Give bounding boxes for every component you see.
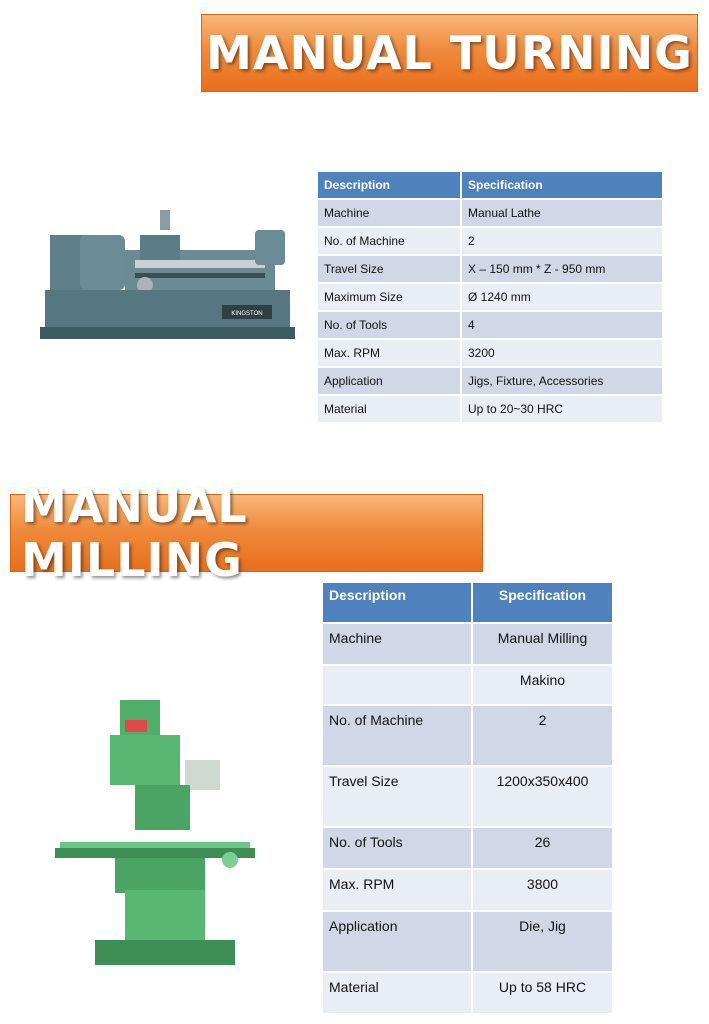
lathe-nameplate: KINGSTON bbox=[231, 311, 263, 317]
table-cell: 26 bbox=[473, 828, 614, 870]
table-cell: Jigs, Fixture, Accessories bbox=[462, 368, 664, 396]
table-cell: Manual Milling bbox=[473, 624, 614, 666]
table-cell: Machine bbox=[323, 624, 473, 666]
table-row bbox=[318, 312, 664, 340]
table-cell: Manual Lathe bbox=[462, 200, 664, 228]
description-header: Description bbox=[323, 583, 473, 624]
table-cell: Max. RPM bbox=[318, 340, 462, 368]
table-cell: Up to 20~30 HRC bbox=[462, 396, 664, 424]
table-cell: Travel Size bbox=[323, 767, 473, 828]
table-cell: 3200 bbox=[462, 340, 664, 368]
table-cell: 2 bbox=[473, 706, 614, 767]
table-cell: Machine bbox=[318, 200, 462, 228]
table-cell: Material bbox=[323, 973, 473, 1015]
table-cell: No. of Tools bbox=[318, 312, 462, 340]
table-row bbox=[318, 340, 664, 368]
table-cell: 1200x350x400 bbox=[473, 767, 614, 828]
table-row bbox=[323, 666, 614, 706]
table-row bbox=[323, 870, 614, 912]
table-row bbox=[323, 828, 614, 870]
table-cell: No. of Tools bbox=[323, 828, 473, 870]
table-cell: 2 bbox=[462, 228, 664, 256]
description-header: Description bbox=[318, 172, 462, 200]
lathe-machine-image bbox=[40, 205, 295, 355]
table-row bbox=[318, 200, 664, 228]
table-cell: Application bbox=[323, 912, 473, 973]
table-cell: Die, Jig bbox=[473, 912, 614, 973]
table-header-row bbox=[323, 583, 614, 624]
milling-machine-image bbox=[50, 700, 260, 970]
table-row bbox=[323, 973, 614, 1015]
table-cell: 4 bbox=[462, 312, 664, 340]
specification-header: Specification bbox=[462, 172, 664, 200]
table-cell bbox=[323, 666, 473, 706]
table-header-row bbox=[318, 172, 664, 200]
table-cell: Travel Size bbox=[318, 256, 462, 284]
table-row bbox=[323, 706, 614, 767]
manual-turning-banner: MANUAL TURNING bbox=[201, 14, 698, 92]
table-cell: Makino bbox=[473, 666, 614, 706]
manual-milling-banner: MANUAL MILLING bbox=[10, 494, 483, 572]
table-cell: Ø 1240 mm bbox=[462, 284, 664, 312]
table-cell: Up to 58 HRC bbox=[473, 973, 614, 1015]
table-row bbox=[318, 396, 664, 424]
turning-spec-table bbox=[318, 172, 664, 424]
specification-header: Specification bbox=[473, 583, 614, 624]
table-row bbox=[323, 624, 614, 666]
table-row bbox=[323, 912, 614, 973]
table-cell: Material bbox=[318, 396, 462, 424]
table-cell: Max. RPM bbox=[323, 870, 473, 912]
table-row bbox=[318, 284, 664, 312]
table-row bbox=[318, 256, 664, 284]
table-row bbox=[318, 228, 664, 256]
table-cell: 3800 bbox=[473, 870, 614, 912]
table-cell: Application bbox=[318, 368, 462, 396]
table-cell: No. of Machine bbox=[323, 706, 473, 767]
table-row bbox=[323, 767, 614, 828]
table-row bbox=[318, 368, 664, 396]
milling-spec-table bbox=[323, 583, 614, 1015]
table-cell: Maximum Size bbox=[318, 284, 462, 312]
table-cell: X – 150 mm * Z - 950 mm bbox=[462, 256, 664, 284]
table-cell: No. of Machine bbox=[318, 228, 462, 256]
